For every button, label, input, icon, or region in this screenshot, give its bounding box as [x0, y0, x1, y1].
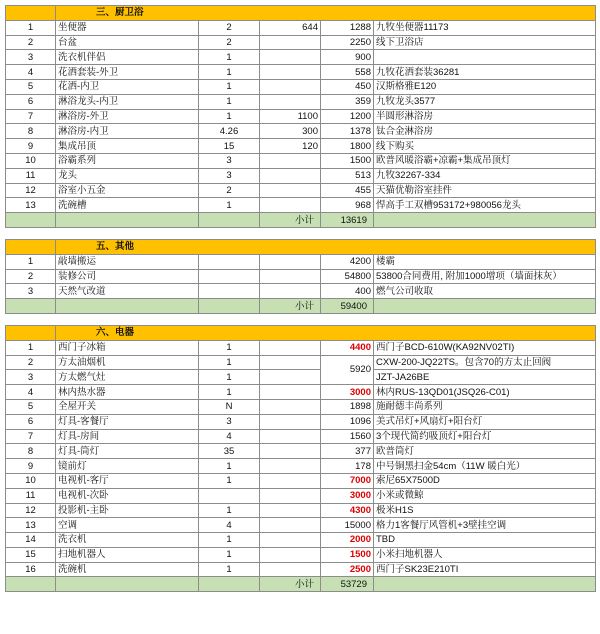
quantity-cell[interactable]: 1	[199, 109, 260, 124]
total-price-cell[interactable]: 2500	[321, 562, 374, 577]
total-price-cell[interactable]: 4400	[321, 340, 374, 355]
unit-price-cell[interactable]	[260, 444, 321, 459]
subtotal-label[interactable]: 小计	[260, 577, 321, 592]
total-price-cell[interactable]: 15000	[321, 518, 374, 533]
subtotal-blank-cell[interactable]	[56, 213, 199, 228]
row-number-cell[interactable]: 11	[6, 488, 56, 503]
quantity-cell[interactable]: 1	[199, 198, 260, 213]
note-cell[interactable]: 燃气公司收取	[374, 284, 596, 299]
unit-price-cell[interactable]	[260, 547, 321, 562]
item-name-cell[interactable]: 灯具-客餐厅	[56, 414, 199, 429]
item-name-cell[interactable]: 花洒-内卫	[56, 79, 199, 94]
quantity-cell[interactable]: 1	[199, 370, 260, 385]
table-row	[6, 459, 596, 474]
item-name-cell[interactable]: 林内热水器	[56, 385, 199, 400]
item-name-cell[interactable]: 西门子冰箱	[56, 340, 199, 355]
unit-price-cell[interactable]: 300	[260, 124, 321, 139]
note-cell[interactable]: 欧普筒灯	[374, 444, 596, 459]
total-price-cell[interactable]: 1378	[321, 124, 374, 139]
total-price-cell[interactable]: 1560	[321, 429, 374, 444]
quantity-cell[interactable]: 2	[199, 20, 260, 35]
spacer-cell	[6, 227, 596, 239]
total-price-cell[interactable]: 455	[321, 183, 374, 198]
table-row	[6, 50, 596, 65]
item-name-cell[interactable]: 方太油烟机	[56, 355, 199, 370]
row-number-cell[interactable]: 5	[6, 399, 56, 414]
note-cell[interactable]	[374, 50, 596, 65]
table-row	[6, 399, 596, 414]
item-name-cell[interactable]: 集成吊顶	[56, 139, 199, 154]
row-number-cell[interactable]: 13	[6, 518, 56, 533]
total-price-cell[interactable]: 1898	[321, 399, 374, 414]
item-name-cell[interactable]: 淋浴龙头-内卫	[56, 94, 199, 109]
item-name-cell[interactable]: 洗碗槽	[56, 198, 199, 213]
item-name-cell[interactable]: 坐便器	[56, 20, 199, 35]
item-name-cell[interactable]: 方太燃气灶	[56, 370, 199, 385]
note-cell[interactable]: 半圆形淋浴房	[374, 109, 596, 124]
table-row	[6, 488, 596, 503]
table-row	[6, 109, 596, 124]
unit-price-cell[interactable]	[260, 284, 321, 299]
row-number-cell[interactable]: 12	[6, 503, 56, 518]
row-number-cell[interactable]: 4	[6, 385, 56, 400]
unit-price-cell[interactable]	[260, 399, 321, 414]
total-price-cell[interactable]: 178	[321, 459, 374, 474]
table-row	[6, 414, 596, 429]
item-name-cell[interactable]: 空调	[56, 518, 199, 533]
subtotal-value[interactable]: 59400	[321, 299, 374, 314]
quantity-cell[interactable]: 1	[199, 503, 260, 518]
table-row	[6, 340, 596, 355]
row-number-cell[interactable]: 14	[6, 533, 56, 548]
note-cell[interactable]: 3个现代简约吸顶灯+阳台灯	[374, 429, 596, 444]
table-row	[6, 198, 596, 213]
total-price-cell[interactable]: 3000	[321, 488, 374, 503]
row-number-cell[interactable]: 9	[6, 459, 56, 474]
quantity-cell[interactable]: 3	[199, 153, 260, 168]
note-cell[interactable]: TBD	[374, 533, 596, 548]
unit-price-cell[interactable]	[260, 35, 321, 50]
item-name-cell[interactable]: 电视机-次卧	[56, 488, 199, 503]
total-price-cell[interactable]: 513	[321, 168, 374, 183]
row-number-cell[interactable]: 10	[6, 473, 56, 488]
note-cell[interactable]: 九牧龙头3577	[374, 94, 596, 109]
quantity-cell[interactable]: 3	[199, 414, 260, 429]
unit-price-cell[interactable]	[260, 370, 321, 385]
item-name-cell[interactable]: 镜前灯	[56, 459, 199, 474]
quantity-cell[interactable]: 1	[199, 355, 260, 370]
note-cell[interactable]: 天猫优勒浴室挂件	[374, 183, 596, 198]
note-cell[interactable]: CXW-200-JQ22TS。包含70的方太止回阀	[374, 355, 596, 370]
section-header-row	[6, 239, 596, 254]
row-number-cell[interactable]: 3	[6, 370, 56, 385]
subtotal-blank-cell[interactable]	[199, 577, 260, 592]
note-cell[interactable]: 汉斯格雅E120	[374, 79, 596, 94]
total-price-cell[interactable]: 558	[321, 65, 374, 80]
spacer-cell	[6, 313, 596, 325]
row-number-cell[interactable]: 16	[6, 562, 56, 577]
quantity-cell[interactable]	[199, 269, 260, 284]
total-price-cell[interactable]: 1096	[321, 414, 374, 429]
unit-price-cell[interactable]	[260, 254, 321, 269]
subtotal-blank-cell[interactable]	[6, 213, 56, 228]
section-header-no-cell[interactable]	[6, 6, 56, 21]
subtotal-label[interactable]: 小计	[260, 299, 321, 314]
table-row	[6, 518, 596, 533]
item-name-cell[interactable]: 敲墙搬运	[56, 254, 199, 269]
row-number-cell[interactable]: 2	[6, 355, 56, 370]
quantity-cell[interactable]: 1	[199, 50, 260, 65]
subtotal-blank-cell[interactable]	[374, 299, 596, 314]
subtotal-blank-cell[interactable]	[374, 577, 596, 592]
item-name-cell[interactable]: 花洒套装-外卫	[56, 65, 199, 80]
table-row	[6, 269, 596, 284]
subtotal-row	[6, 213, 596, 228]
row-number-cell[interactable]: 4	[6, 65, 56, 80]
row-number-cell[interactable]: 7	[6, 429, 56, 444]
row-number-cell[interactable]: 2	[6, 269, 56, 284]
subtotal-value[interactable]: 53729	[321, 577, 374, 592]
item-name-cell[interactable]: 灯具-筒灯	[56, 444, 199, 459]
note-cell[interactable]: 极米H1S	[374, 503, 596, 518]
row-number-cell[interactable]: 13	[6, 198, 56, 213]
table-row	[6, 124, 596, 139]
item-name-cell[interactable]: 投影机-主卧	[56, 503, 199, 518]
note-cell[interactable]: 悍高手工双槽953172+980056龙头	[374, 198, 596, 213]
total-price-cell[interactable]: 359	[321, 94, 374, 109]
subtotal-blank-cell[interactable]	[199, 299, 260, 314]
item-name-cell[interactable]: 淋浴房-外卫	[56, 109, 199, 124]
item-name-cell[interactable]: 浴室小五金	[56, 183, 199, 198]
unit-price-cell[interactable]	[260, 50, 321, 65]
table-row	[6, 429, 596, 444]
total-price-cell[interactable]: 4200	[321, 254, 374, 269]
item-name-cell[interactable]: 龙头	[56, 168, 199, 183]
quantity-cell[interactable]: 1	[199, 533, 260, 548]
item-name-cell[interactable]: 全屋开关	[56, 399, 199, 414]
table-row	[6, 168, 596, 183]
section-header-no-cell[interactable]	[6, 239, 56, 254]
total-price-cell[interactable]: 1288	[321, 20, 374, 35]
unit-price-cell[interactable]	[260, 79, 321, 94]
row-number-cell[interactable]: 15	[6, 547, 56, 562]
subtotal-blank-cell[interactable]	[374, 213, 596, 228]
table-row	[6, 183, 596, 198]
note-cell[interactable]: 施耐德丰尚系列	[374, 399, 596, 414]
table-row	[6, 284, 596, 299]
item-name-cell[interactable]: 扫地机器人	[56, 547, 199, 562]
item-name-cell[interactable]: 洗衣机	[56, 533, 199, 548]
total-price-cell[interactable]: 1800	[321, 139, 374, 154]
note-cell[interactable]: 西门子BCD-610W(KA92NV02TI)	[374, 340, 596, 355]
subtotal-blank-cell[interactable]	[56, 299, 199, 314]
unit-price-cell[interactable]	[260, 153, 321, 168]
item-name-cell[interactable]: 台盆	[56, 35, 199, 50]
table-row	[6, 370, 596, 385]
item-name-cell[interactable]: 灯具-房间	[56, 429, 199, 444]
quantity-cell[interactable]: 1	[199, 547, 260, 562]
total-price-cell[interactable]: 1200	[321, 109, 374, 124]
item-name-cell[interactable]: 洗衣机伴侣	[56, 50, 199, 65]
section-title[interactable]: 五、其他	[56, 239, 596, 254]
table-row	[6, 254, 596, 269]
row-number-cell[interactable]: 9	[6, 139, 56, 154]
item-name-cell[interactable]: 浴霸系列	[56, 153, 199, 168]
quantity-cell[interactable]	[199, 488, 260, 503]
note-cell[interactable]: 索尼65X7500D	[374, 473, 596, 488]
table-row	[6, 385, 596, 400]
table-row	[6, 153, 596, 168]
section-title[interactable]: 六、电器	[56, 325, 596, 340]
table-row	[6, 139, 596, 154]
total-price-cell[interactable]: 2250	[321, 35, 374, 50]
total-price-cell[interactable]: 968	[321, 198, 374, 213]
unit-price-cell[interactable]	[260, 355, 321, 370]
quantity-cell[interactable]: 4	[199, 429, 260, 444]
quantity-cell[interactable]: 2	[199, 183, 260, 198]
section-header-row	[6, 6, 596, 21]
row-number-cell[interactable]: 1	[6, 254, 56, 269]
row-number-cell[interactable]: 11	[6, 168, 56, 183]
spacer-row	[6, 313, 596, 325]
row-number-cell[interactable]: 1	[6, 340, 56, 355]
section-header-no-cell[interactable]	[6, 325, 56, 340]
quantity-cell[interactable]: 1	[199, 385, 260, 400]
quantity-cell[interactable]	[199, 284, 260, 299]
note-cell[interactable]: JZT-JA26BE	[374, 370, 596, 385]
unit-price-cell[interactable]	[260, 94, 321, 109]
note-cell[interactable]: 小米或微鲸	[374, 488, 596, 503]
unit-price-cell[interactable]	[260, 488, 321, 503]
row-number-cell[interactable]: 10	[6, 153, 56, 168]
table-row	[6, 562, 596, 577]
unit-price-cell[interactable]: 644	[260, 20, 321, 35]
table-row	[6, 20, 596, 35]
quantity-cell[interactable]: 1	[199, 65, 260, 80]
quantity-cell[interactable]: 4	[199, 518, 260, 533]
subtotal-value[interactable]: 13619	[321, 213, 374, 228]
unit-price-cell[interactable]	[260, 533, 321, 548]
quantity-cell[interactable]: 4.26	[199, 124, 260, 139]
unit-price-cell[interactable]	[260, 198, 321, 213]
item-name-cell[interactable]: 电视机-客厅	[56, 473, 199, 488]
note-cell[interactable]: 线下购买	[374, 139, 596, 154]
unit-price-cell[interactable]	[260, 562, 321, 577]
quantity-cell[interactable]: 1	[199, 459, 260, 474]
note-cell[interactable]: 九牧花洒套装36281	[374, 65, 596, 80]
section-title[interactable]: 三、厨卫浴	[56, 6, 596, 21]
total-price-cell[interactable]: 5920	[321, 355, 374, 385]
unit-price-cell[interactable]	[260, 473, 321, 488]
row-number-cell[interactable]: 8	[6, 124, 56, 139]
table-row	[6, 473, 596, 488]
row-number-cell[interactable]: 5	[6, 79, 56, 94]
note-cell[interactable]: 欧普风暖浴霸+凉霸+集成吊顶灯	[374, 153, 596, 168]
quantity-cell[interactable]	[199, 254, 260, 269]
item-name-cell[interactable]: 洗碗机	[56, 562, 199, 577]
table-row	[6, 65, 596, 80]
unit-price-cell[interactable]	[260, 414, 321, 429]
note-cell[interactable]: 西门子SK23E210TI	[374, 562, 596, 577]
total-price-cell[interactable]: 3000	[321, 385, 374, 400]
note-cell[interactable]: 九牧坐便器11173	[374, 20, 596, 35]
unit-price-cell[interactable]	[260, 340, 321, 355]
subtotal-label[interactable]: 小计	[260, 213, 321, 228]
table-row	[6, 355, 596, 370]
table-row	[6, 35, 596, 50]
row-number-cell[interactable]: 7	[6, 109, 56, 124]
note-cell[interactable]: 钛合金淋浴房	[374, 124, 596, 139]
quantity-cell[interactable]: 1	[199, 340, 260, 355]
item-name-cell[interactable]: 装修公司	[56, 269, 199, 284]
row-number-cell[interactable]: 6	[6, 414, 56, 429]
row-number-cell[interactable]: 8	[6, 444, 56, 459]
subtotal-blank-cell[interactable]	[199, 213, 260, 228]
unit-price-cell[interactable]	[260, 503, 321, 518]
unit-price-cell[interactable]	[260, 65, 321, 80]
row-number-cell[interactable]: 3	[6, 50, 56, 65]
total-price-cell[interactable]: 900	[321, 50, 374, 65]
item-name-cell[interactable]: 淋浴房-内卫	[56, 124, 199, 139]
total-price-cell[interactable]: 4300	[321, 503, 374, 518]
quantity-cell[interactable]: N	[199, 399, 260, 414]
note-cell[interactable]: 美式吊灯+风扇灯+阳台灯	[374, 414, 596, 429]
total-price-cell[interactable]: 2000	[321, 533, 374, 548]
quantity-cell[interactable]: 2	[199, 35, 260, 50]
quantity-cell[interactable]: 1	[199, 79, 260, 94]
unit-price-cell[interactable]	[260, 429, 321, 444]
total-price-cell[interactable]: 54800	[321, 269, 374, 284]
note-cell[interactable]: 中号铜黑扫金54cm（11W 暖白光）	[374, 459, 596, 474]
spacer-row	[6, 227, 596, 239]
unit-price-cell[interactable]: 1100	[260, 109, 321, 124]
note-cell[interactable]: 九牧32267-334	[374, 168, 596, 183]
subtotal-blank-cell[interactable]	[56, 577, 199, 592]
total-price-cell[interactable]: 377	[321, 444, 374, 459]
unit-price-cell[interactable]	[260, 518, 321, 533]
row-number-cell[interactable]: 3	[6, 284, 56, 299]
note-cell[interactable]: 53800合同费用, 附加1000增项（墙面抹灰）	[374, 269, 596, 284]
table-row	[6, 444, 596, 459]
unit-price-cell[interactable]	[260, 269, 321, 284]
quantity-cell[interactable]: 15	[199, 139, 260, 154]
note-cell[interactable]: 线下卫浴店	[374, 35, 596, 50]
total-price-cell[interactable]: 1500	[321, 153, 374, 168]
subtotal-row	[6, 577, 596, 592]
quantity-cell[interactable]: 1	[199, 94, 260, 109]
table-row	[6, 94, 596, 109]
note-cell[interactable]: 小米扫地机器人	[374, 547, 596, 562]
quantity-cell[interactable]: 3	[199, 168, 260, 183]
subtotal-row	[6, 299, 596, 314]
table-row	[6, 79, 596, 94]
unit-price-cell[interactable]: 120	[260, 139, 321, 154]
row-number-cell[interactable]: 2	[6, 35, 56, 50]
subtotal-blank-cell[interactable]	[6, 577, 56, 592]
total-price-cell[interactable]: 1500	[321, 547, 374, 562]
item-name-cell[interactable]: 天然气改道	[56, 284, 199, 299]
row-number-cell[interactable]: 12	[6, 183, 56, 198]
spreadsheet-table	[5, 5, 596, 592]
quantity-cell[interactable]: 1	[199, 473, 260, 488]
total-price-cell[interactable]: 7000	[321, 473, 374, 488]
total-price-cell[interactable]: 400	[321, 284, 374, 299]
section-header-row	[6, 325, 596, 340]
unit-price-cell[interactable]	[260, 168, 321, 183]
unit-price-cell[interactable]	[260, 183, 321, 198]
note-cell[interactable]: 楼霸	[374, 254, 596, 269]
row-number-cell[interactable]: 6	[6, 94, 56, 109]
table-row	[6, 503, 596, 518]
quantity-cell[interactable]: 1	[199, 562, 260, 577]
table-row	[6, 547, 596, 562]
unit-price-cell[interactable]	[260, 459, 321, 474]
row-number-cell[interactable]: 1	[6, 20, 56, 35]
note-cell[interactable]: 格力1客餐厅风管机+3壁挂空调	[374, 518, 596, 533]
unit-price-cell[interactable]	[260, 385, 321, 400]
total-price-cell[interactable]: 450	[321, 79, 374, 94]
table-row	[6, 533, 596, 548]
note-cell[interactable]: 林内RUS-13QD01(JSQ26-C01)	[374, 385, 596, 400]
subtotal-blank-cell[interactable]	[6, 299, 56, 314]
quantity-cell[interactable]: 35	[199, 444, 260, 459]
